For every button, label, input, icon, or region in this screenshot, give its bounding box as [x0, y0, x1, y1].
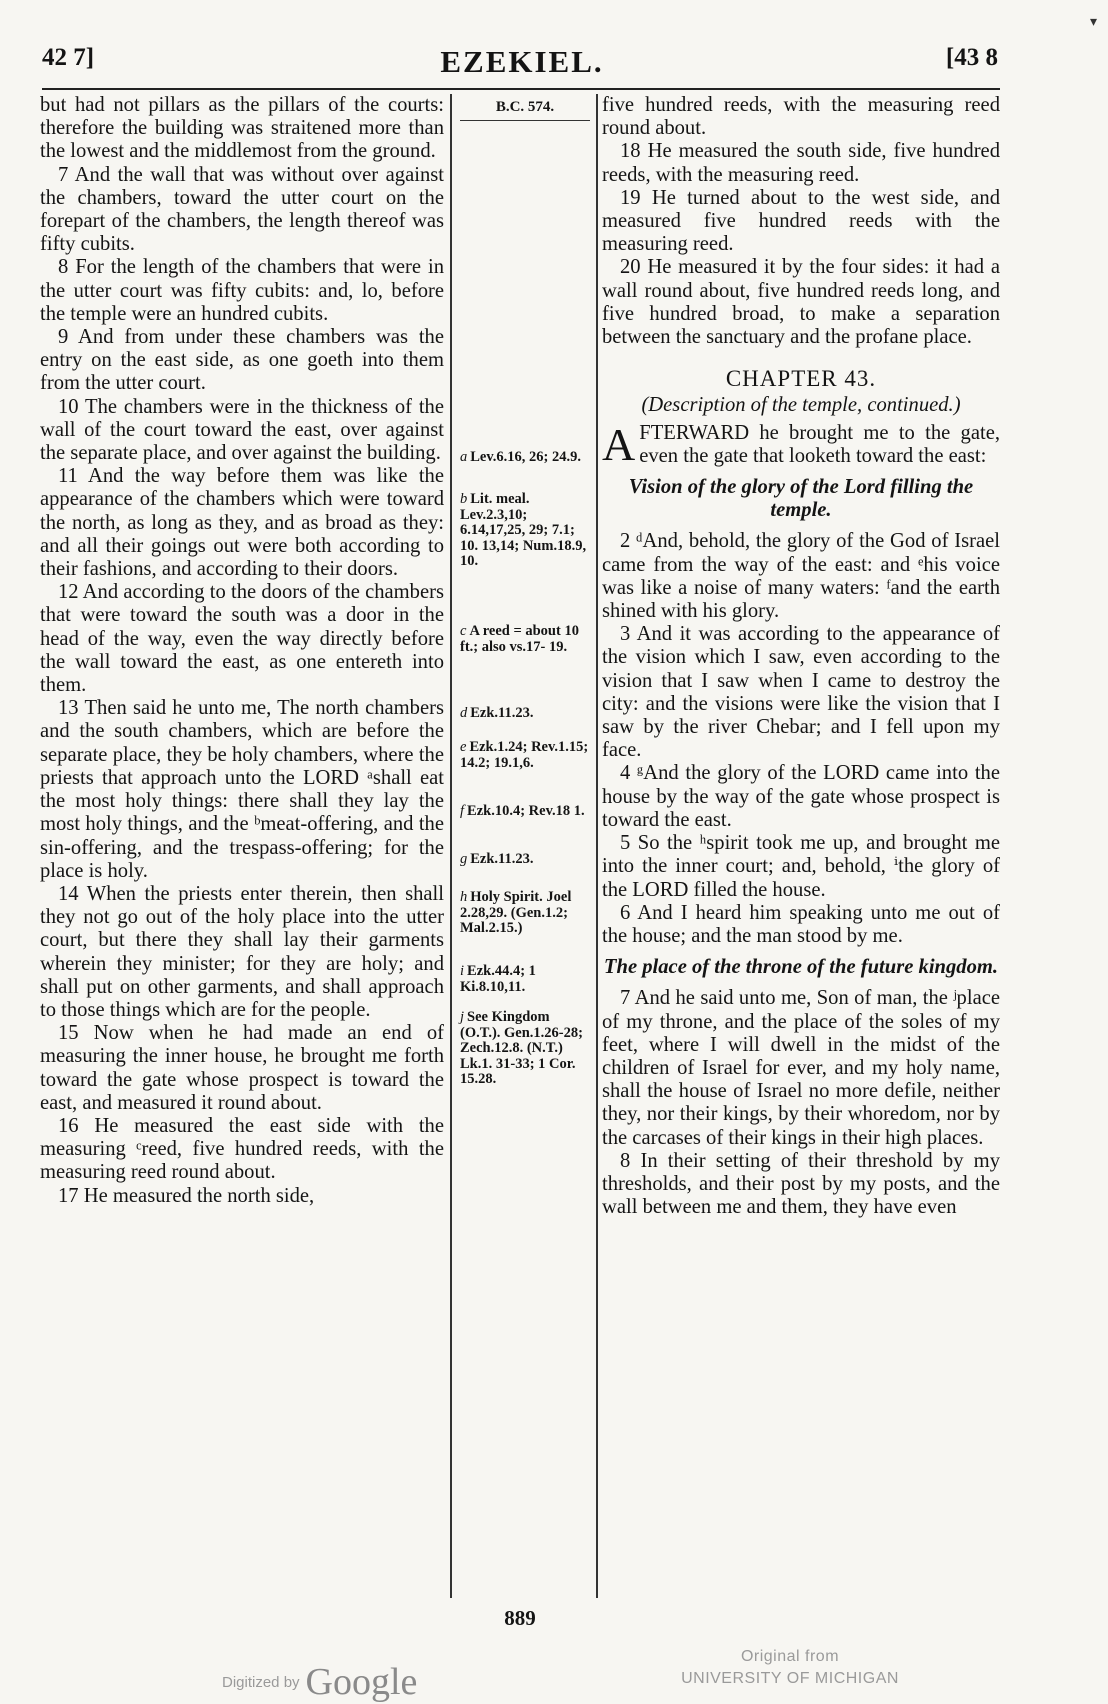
- verse-5: 5 So the ʰspirit took me up, and brought me into the inner court; and, behold, ⁱthe glory of the LORD filled the house.: [602, 832, 1000, 901]
- section-heading-throne: The place of the throne of the future kingdom.: [603, 956, 999, 979]
- verse-18: 18 He measured the south side, five hundred reeds, with the measuring reed.: [602, 140, 1000, 186]
- verse-17-continuation: five hundred reeds, with the measuring reed round about.: [602, 94, 1000, 140]
- verse-11: 11 And the way before them was like the appearance of the chambers which were toward the north, as long as they, and as broad as they: and all their goings out were both according to their fashions, and according to their doors.: [40, 465, 444, 581]
- chapter-heading: CHAPTER 43.: [725, 366, 877, 392]
- verse-8: 8 In their setting of their threshold by my thresholds, and their post by my posts, and the wall between me and them, they have even: [602, 1149, 1000, 1219]
- verse-6: 6 And I heard him speaking unto me out of the house; and the man stood by me.: [602, 901, 1000, 947]
- note-text: See Kingdom (O.T.). Gen.1.26-28; Zech.12.8. (N.T.) Lk.1. 31-33; 1 Cor. 15.28.: [460, 1009, 583, 1087]
- margin-note-d: [460, 706, 590, 722]
- verse-1: [602, 418, 1000, 470]
- margin-note-a: [460, 450, 590, 466]
- section-heading-vision: Vision of the glory of the Lord filling the temple.: [628, 476, 974, 522]
- margin-note-e: [460, 740, 590, 771]
- verse-19: 19 He turned about to the west side, and measured five hundred reeds with the measuring reed.: [602, 186, 1000, 256]
- verse-17: 17 He measured the north side,: [58, 1184, 315, 1207]
- column-divider-left: [450, 94, 452, 1598]
- verse-12: 12 And according to the doors of the chambers that were toward the south was a door in the head of the way, even the way directly before the wall toward the east, as one entereth into them.: [40, 581, 444, 697]
- note-letter: i: [460, 963, 465, 979]
- digitized-by-watermark: [222, 1660, 417, 1704]
- verse-4: 4 ᵍAnd the glory of the LORD came into the house by the way of the gate whose prospect is toward the east.: [602, 762, 1000, 831]
- verse-20: 20 He measured it by the four sides: it had a wall round about, five hundred reeds long, and five hundred broad, to make a separation between the sanctuary and the profane place.: [602, 256, 1000, 349]
- institution-name: UNIVERSITY OF MICHIGAN: [681, 1670, 899, 1687]
- note-letter: a: [460, 449, 468, 465]
- note-letter: j: [460, 1009, 465, 1025]
- chapter-subtitle: (Description of the temple, continued.): [641, 394, 961, 417]
- margin-note-j: [460, 1010, 590, 1088]
- page-number: 889: [504, 1606, 536, 1630]
- verse-10: 10 The chambers were in the thickness of the wall of the court toward the east, over against the separate place, and over against the building.: [40, 395, 444, 465]
- verse-8: 8 For the length of the chambers that were in the utter court was fifty cubits: and, lo, before the temple were an hundred cubits.: [40, 256, 444, 325]
- margin-note-f: [460, 804, 590, 820]
- note-text: Ezk.44.4; 1 Ki.8.10,11.: [460, 963, 536, 995]
- note-text: Ezk.11.23.: [470, 851, 534, 867]
- date-note: B.C. 574.: [460, 100, 590, 121]
- note-text: A reed = about 10 ft.; also vs.17- 19.: [460, 623, 579, 655]
- verse-3: 3 And it was according to the appearance of the vision which I saw, even according to the vision that I saw when I came to destroy the city: and the visions were like the vision that I saw by the river Chebar; and I fell upon my face.: [602, 623, 1000, 762]
- verse-7: 7 And the wall that was without over against the chambers, toward the utter court on the forepart of the chambers, the length thereof was fifty cubits.: [40, 163, 444, 256]
- column-divider-right: [596, 94, 598, 1598]
- google-logo: Google: [305, 1661, 418, 1703]
- original-from-text: Original from: [740, 1648, 840, 1665]
- verse-6-continuation: but had not pillars as the pillars of the courts: therefore the building was straitened more than the lowest and the middlemost from the ground.: [40, 94, 444, 163]
- note-text: Holy Spirit. Joel 2.28,29. (Gen.1.2; Mal.2.15.): [460, 889, 572, 936]
- verse-14: 14 When the priests enter therein, then shall they not go out of the holy place into the utter court, but there they shall lay their garments wherein they minister; for they are holy; and shall put on other garments, and shall approach to those things which are for the people.: [40, 882, 444, 1021]
- right-text-column: [602, 94, 1000, 1219]
- note-letter: e: [460, 739, 467, 755]
- book-title: EZEKIEL.: [440, 44, 604, 79]
- corner-tick-mark: ▾: [1090, 15, 1098, 30]
- margin-note-g: [460, 852, 590, 868]
- note-text: Ezk.11.23.: [470, 705, 534, 721]
- note-letter: g: [460, 851, 468, 867]
- note-text: Ezk.1.24; Rev.1.15; 14.2; 19.1,6.: [460, 739, 589, 771]
- verse-9: 9 And from under these chambers was the entry on the east side, as one goeth into them from the utter court.: [40, 326, 444, 395]
- margin-note-b: [460, 492, 590, 570]
- note-text: Lev.6.16, 26; 24.9.: [470, 449, 582, 465]
- note-letter: h: [460, 889, 468, 905]
- margin-note-h: [460, 890, 590, 937]
- note-letter: b: [460, 491, 468, 507]
- verse-15: 15 Now when he had made an end of measuring the inner house, he brought me forth toward the gate whose prospect is toward the east, and measured it round about.: [40, 1022, 444, 1114]
- verse-1-text: FTERWARD he brought me to the gate, even the gate that looketh toward the east:: [639, 421, 1000, 467]
- margin-note-c: [460, 624, 590, 655]
- note-letter: f: [460, 803, 465, 819]
- marginal-references: [460, 94, 590, 1594]
- note-text: Ezk.10.4; Rev.18 1.: [467, 803, 585, 819]
- original-from-watermark: [640, 1646, 940, 1690]
- left-text-column: [40, 94, 444, 1208]
- verse-13: 13 Then said he unto me, The north chambers and the south chambers, which are before the separate place, they be holy chambers, where the priests that approach unto the LORD ᵃshall eat the most holy things: there shall they lay the most holy things, and the ᵇmeat-offering, and the sin-offering, and the trespass-offering; for the place is holy.: [40, 697, 444, 882]
- verse-2: 2 ᵈAnd, behold, the glory of the God of Israel came from the way of the east: and ᵉhis voice was like a noise of many waters: ᶠand the earth shined with his glory.: [602, 530, 1000, 623]
- drop-cap-letter: A: [602, 418, 636, 470]
- digitized-by-text: Digitized by: [222, 1674, 300, 1691]
- running-header: [42, 44, 1002, 84]
- verse-16: 16 He measured the east side with the measuring ᶜreed, five hundred reeds, with the measuring reed round about.: [40, 1114, 444, 1184]
- verse-7: 7 And he said unto me, Son of man, the ʲplace of my throne, and the place of the soles of my feet, where I will dwell in the midst of the children of Israel for ever, and my holy name, shall the house of Israel no more defile, neither they, nor their kings, by their whoredom, nor by the carcases of their kings in their high places.: [602, 987, 1000, 1149]
- header-left-reference: 42 7]: [42, 44, 95, 71]
- header-rule: [42, 88, 1000, 90]
- note-letter: c: [460, 623, 467, 639]
- note-text: Lit. meal. Lev.2.3,10; 6.14,17,25, 29; 7.1; 10. 13,14; Num.18.9, 10.: [460, 491, 587, 569]
- header-right-reference: [43 8: [945, 44, 998, 71]
- margin-note-i: [460, 964, 590, 995]
- note-letter: d: [460, 705, 468, 721]
